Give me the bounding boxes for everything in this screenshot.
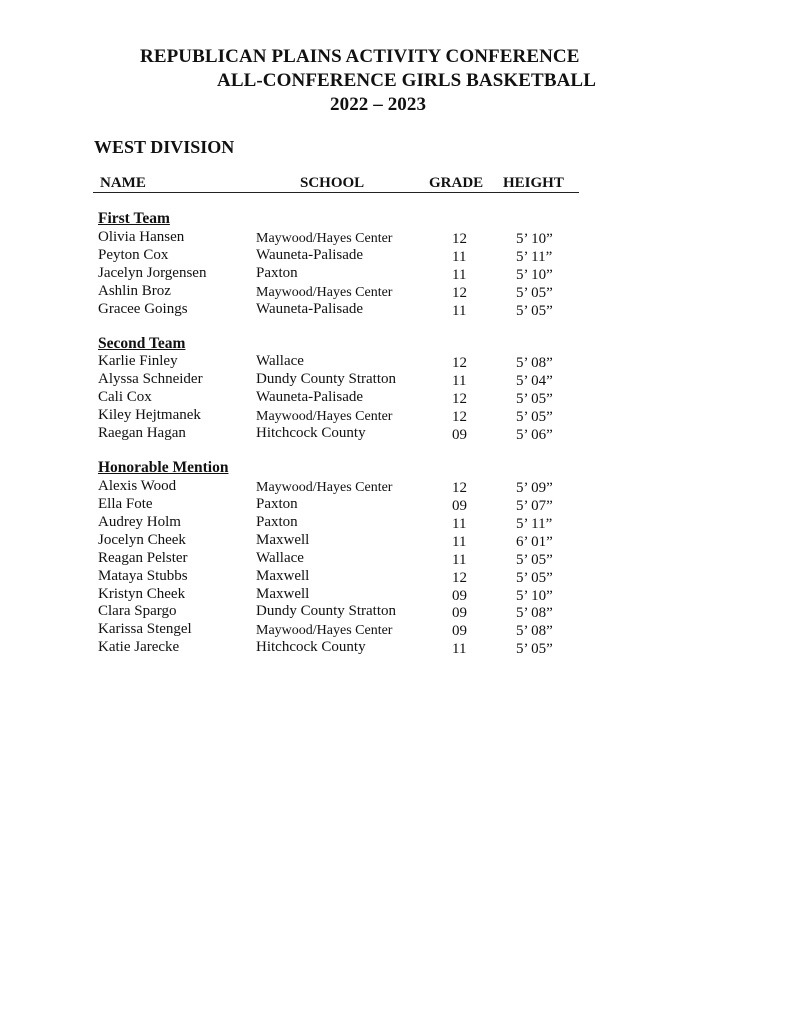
player-grade: 09 (452, 623, 467, 639)
player-school: Dundy County Stratton (256, 603, 397, 619)
player-name: Alyssa Schneider (98, 371, 203, 387)
player-name: Jocelyn Cheek (98, 532, 186, 548)
player-name: Katie Jarecke (98, 639, 180, 655)
player-grade: 11 (452, 267, 467, 283)
player-name: Ashlin Broz (98, 283, 171, 299)
player-height: 5’ 10” (516, 231, 553, 247)
player-height: 5’ 07” (516, 498, 553, 514)
column-header-school: SCHOOL (300, 175, 365, 191)
player-height: 6’ 01” (516, 534, 553, 550)
player-school: Hitchcock County (256, 639, 366, 655)
player-grade: 12 (452, 409, 467, 425)
player-grade: 09 (452, 605, 467, 621)
player-name: Ella Fote (98, 496, 153, 512)
player-school: Dundy County Stratton (256, 371, 397, 387)
player-school: Paxton (256, 265, 298, 281)
player-grade: 12 (452, 391, 467, 407)
table-row (0, 301, 791, 319)
player-height: 5’ 10” (516, 267, 553, 283)
player-name: Mataya Stubbs (98, 568, 188, 584)
table-row (0, 568, 791, 586)
player-name: Cali Cox (98, 389, 152, 405)
player-grade: 11 (452, 303, 467, 319)
player-height: 5’ 10” (516, 588, 553, 604)
player-grade: 12 (452, 570, 467, 586)
player-name: Raegan Hagan (98, 425, 186, 441)
player-school: Hitchcock County (256, 425, 366, 441)
section-heading-honorable-mention: Honorable Mention (98, 459, 229, 476)
player-school: Paxton (256, 514, 298, 530)
player-height: 5’ 08” (516, 623, 553, 639)
player-height: 5’ 05” (516, 285, 553, 301)
table-row (0, 639, 791, 657)
table-row (0, 425, 791, 443)
player-height: 5’ 05” (516, 570, 553, 586)
section-heading-first-team: First Team (98, 210, 170, 227)
player-school: Maywood/Hayes Center (256, 480, 393, 495)
table-row (0, 550, 791, 568)
table-row (0, 478, 791, 496)
doc-title-season: 2022 – 2023 (330, 94, 427, 115)
player-school: Wallace (256, 353, 304, 369)
player-height: 5’ 09” (516, 480, 553, 496)
player-height: 5’ 08” (516, 605, 553, 621)
player-grade: 11 (452, 534, 467, 550)
player-name: Karlie Finley (98, 353, 178, 369)
player-name: Kristyn Cheek (98, 586, 186, 602)
player-school: Wallace (256, 550, 304, 566)
player-name: Clara Spargo (98, 603, 177, 619)
player-name: Kiley Hejtmanek (98, 407, 201, 423)
table-row (0, 353, 791, 371)
player-grade: 12 (452, 231, 467, 247)
player-grade: 11 (452, 641, 467, 657)
player-name: Audrey Holm (98, 514, 181, 530)
header-divider (93, 192, 579, 193)
player-grade: 12 (452, 355, 467, 371)
player-school: Wauneta-Palisade (256, 301, 364, 317)
table-row (0, 407, 791, 425)
table-row (0, 514, 791, 532)
table-row (0, 621, 791, 639)
column-header-name: NAME (100, 175, 146, 191)
doc-title-line2: ALL-CONFERENCE GIRLS BASKETBALL (217, 70, 596, 91)
player-grade: 11 (452, 249, 467, 265)
section-heading-second-team: Second Team (98, 335, 186, 352)
table-row (0, 532, 791, 550)
player-grade: 09 (452, 498, 467, 514)
player-grade: 09 (452, 588, 467, 604)
player-name: Karissa Stengel (98, 621, 192, 637)
table-row (0, 229, 791, 247)
table-row (0, 496, 791, 514)
player-school: Maywood/Hayes Center (256, 285, 393, 300)
column-header-height: HEIGHT (503, 175, 564, 191)
table-row (0, 371, 791, 389)
player-name: Reagan Pelster (98, 550, 188, 566)
player-grade: 12 (452, 480, 467, 496)
player-name: Jacelyn Jorgensen (98, 265, 207, 281)
column-header-grade: GRADE (429, 175, 484, 191)
table-row (0, 603, 791, 621)
table-row (0, 283, 791, 301)
table-row (0, 389, 791, 407)
player-grade: 09 (452, 427, 467, 443)
player-height: 5’ 05” (516, 552, 553, 568)
doc-title-line1: REPUBLICAN PLAINS ACTIVITY CONFERENCE (140, 46, 580, 67)
player-school: Maywood/Hayes Center (256, 623, 393, 638)
player-height: 5’ 05” (516, 641, 553, 657)
division-heading: WEST DIVISION (94, 137, 235, 157)
player-name: Peyton Cox (98, 247, 169, 263)
player-grade: 11 (452, 552, 467, 568)
player-school: Maywood/Hayes Center (256, 409, 393, 424)
player-height: 5’ 11” (516, 249, 553, 265)
player-height: 5’ 05” (516, 391, 553, 407)
player-height: 5’ 04” (516, 373, 553, 389)
player-height: 5’ 05” (516, 409, 553, 425)
table-row (0, 247, 791, 265)
player-school: Maxwell (256, 586, 310, 602)
table-row (0, 265, 791, 283)
player-height: 5’ 06” (516, 427, 553, 443)
player-grade: 11 (452, 373, 467, 389)
player-name: Alexis Wood (98, 478, 177, 494)
player-school: Paxton (256, 496, 298, 512)
player-height: 5’ 11” (516, 516, 553, 532)
player-school: Wauneta-Palisade (256, 247, 364, 263)
player-school: Maxwell (256, 568, 310, 584)
player-grade: 11 (452, 516, 467, 532)
player-school: Wauneta-Palisade (256, 389, 364, 405)
player-school: Maywood/Hayes Center (256, 231, 393, 246)
player-name: Olivia Hansen (98, 229, 185, 245)
player-school: Maxwell (256, 532, 310, 548)
player-name: Gracee Goings (98, 301, 188, 317)
player-grade: 12 (452, 285, 467, 301)
player-height: 5’ 08” (516, 355, 553, 371)
table-row (0, 586, 791, 604)
player-height: 5’ 05” (516, 303, 553, 319)
